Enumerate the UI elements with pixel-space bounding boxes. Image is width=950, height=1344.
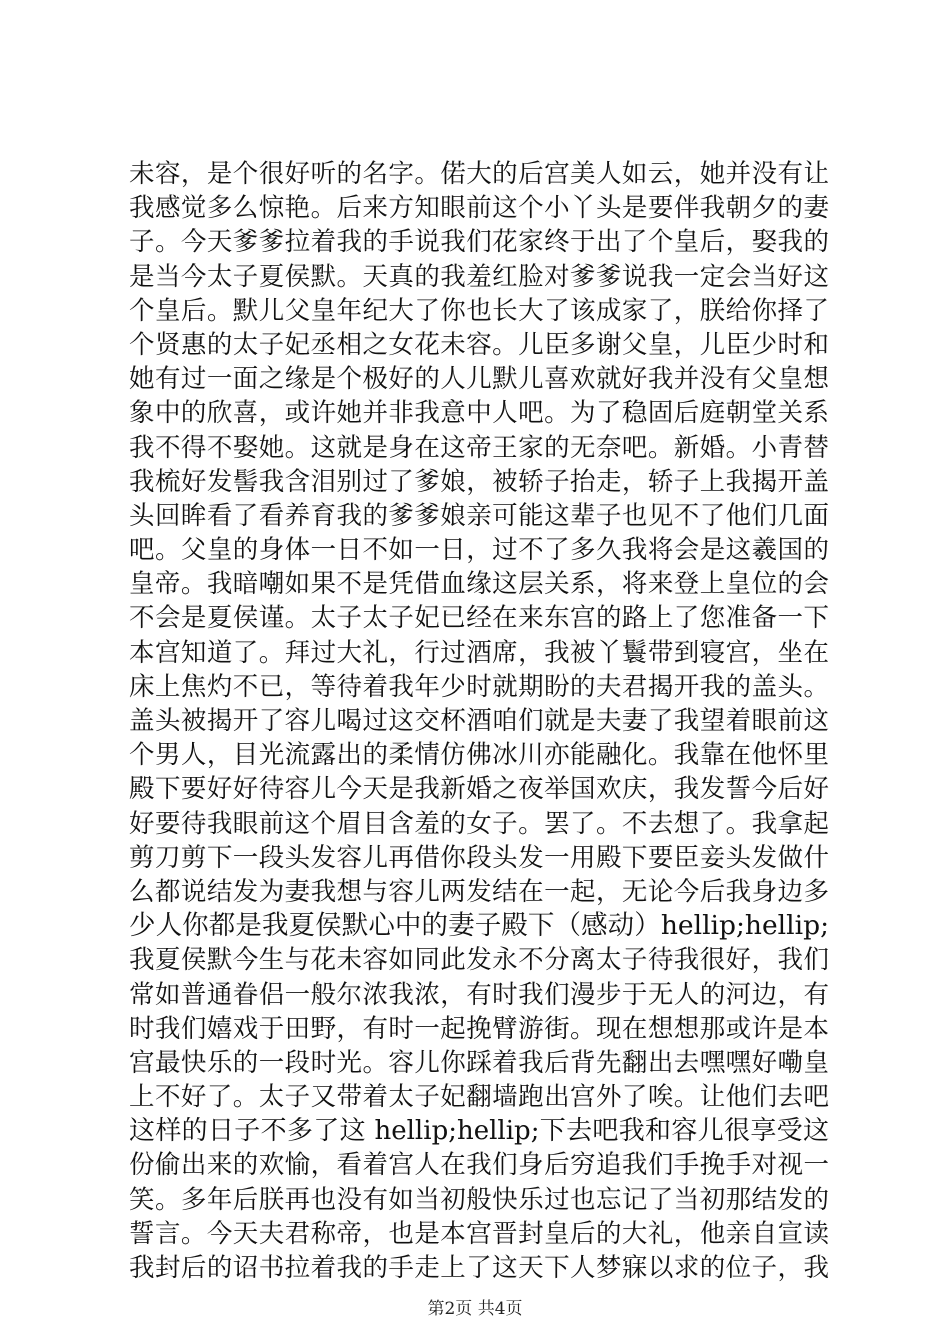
text-line: 常如普通眷侣一般尔浓我浓，有时我们漫步于无人的河边，有 — [129, 979, 829, 1010]
text-line: 子。今天爹爹拉着我的手说我们花家终于出了个皇后，娶我的 — [129, 227, 829, 258]
text-line: 剪刀剪下一段头发容儿再借你段头发一用殿下要臣妾头发做什 — [129, 842, 829, 873]
text-line: 皇帝。我暗嘲如果不是凭借血缘这层关系，将来登上皇位的会 — [129, 569, 829, 600]
text-line: 我感觉多么惊艳。后来方知眼前这个小丫头是要伴我朝夕的妻 — [129, 193, 829, 224]
text-line: 我封后的诏书拉着我的手走上了这天下人梦寐以求的位子，我 — [129, 1253, 829, 1283]
body-text — [129, 157, 829, 1285]
text-line: 好要待我眼前这个眉目含羞的女子。罢了。不去想了。我拿起 — [129, 808, 829, 839]
text-line: 个贤惠的太子妃丞相之女花未容。儿臣多谢父皇，儿臣少时和 — [129, 329, 829, 360]
text-line: 她有过一面之缘是个极好的人儿默儿喜欢就好我并没有父皇想 — [129, 364, 829, 395]
text-line: 少人你都是我夏侯默心中的妻子殿下（感动）hellip;hellip; — [129, 910, 829, 942]
text-line: 笑。多年后朕再也没有如当初般快乐过也忘记了当初那结发的 — [129, 1184, 829, 1215]
text-line: 是当今太子夏侯默。天真的我羞红脸对爹爹说我一定会当好这 — [129, 261, 829, 292]
text-line: 床上焦灼不已，等待着我年少时就期盼的夫君揭开我的盖头。 — [129, 671, 829, 702]
text-line: 誓言。今天夫君称帝，也是本宫晋封皇后的大礼，他亲自宣读 — [129, 1218, 829, 1249]
text-line: 未容，是个很好听的名字。偌大的后宫美人如云，她并没有让 — [129, 159, 829, 189]
text-line: 头回眸看了看养育我的爹爹娘亲可能这辈子也见不了他们几面 — [129, 500, 829, 531]
page-footer: 第2页 共4页 — [427, 1299, 523, 1319]
text-line: 宫最快乐的一段时光。容儿你踩着我后背先翻出去嘿嘿好嘞皇 — [129, 1047, 829, 1078]
text-line: 个皇后。默儿父皇年纪大了你也长大了该成家了，朕给你择了 — [129, 295, 829, 326]
text-line: 这样的日子不多了这 hellip;hellip;下去吧我和容儿很享受这 — [129, 1116, 829, 1147]
text-line: 吧。父皇的身体一日不如一日，过不了多久我将会是这羲国的 — [129, 535, 829, 566]
text-line: 个男人，目光流露出的柔情仿佛冰川亦能融化。我靠在他怀里 — [129, 740, 829, 771]
text-line: 我梳好发髻我含泪别过了爹娘，被轿子抬走，轿子上我揭开盖 — [129, 466, 829, 497]
text-line: 我夏侯默今生与花未容如同此发永不分离太子待我很好，我们 — [129, 945, 829, 976]
text-line: 象中的欣喜，或许她并非我意中人吧。为了稳固后庭朝堂关系 — [129, 398, 829, 429]
text-line: 盖头被揭开了容儿喝过这交杯酒咱们就是夫妻了我望着眼前这 — [129, 706, 829, 736]
text-line: 殿下要好好待容儿今天是我新婚之夜举国欢庆，我发誓今后好 — [129, 774, 829, 805]
text-line: 时我们嬉戏于田野，有时一起挽臂游街。现在想想那或许是本 — [129, 1013, 829, 1044]
text-line: 我不得不娶她。这就是身在这帝王家的无奈吧。新婚。小青替 — [129, 432, 829, 463]
text-line: 么都说结发为妻我想与容儿两发结在一起，无论今后我身边多 — [129, 876, 829, 907]
text-line: 本宫知道了。拜过大礼，行过酒席，我被丫鬟带到寝宫，坐在 — [129, 637, 829, 668]
text-line: 份偷出来的欢愉，看着宫人在我们身后穷追我们手挽手对视一 — [129, 1150, 829, 1181]
text-line: 上不好了。太子又带着太子妃翻墙跑出宫外了唉。让他们去吧 — [129, 1082, 829, 1113]
text-line: 不会是夏侯谨。太子太子妃已经在来东宫的路上了您准备一下 — [129, 603, 829, 634]
